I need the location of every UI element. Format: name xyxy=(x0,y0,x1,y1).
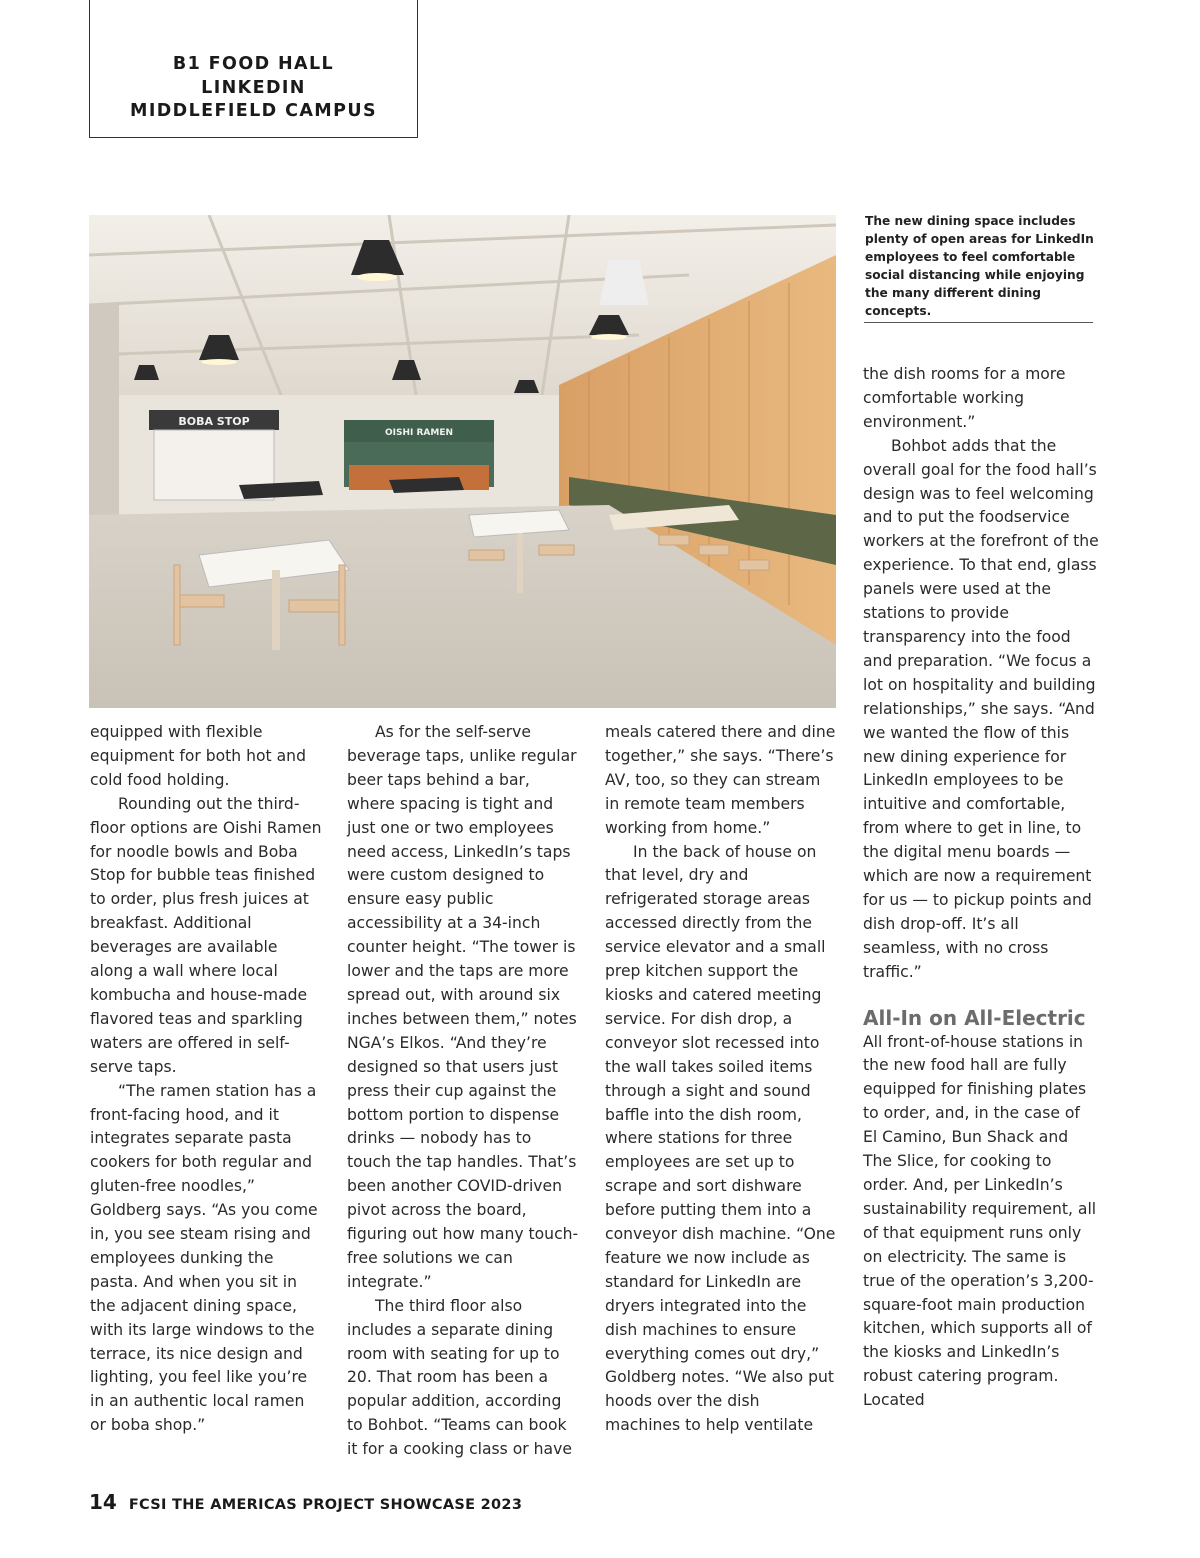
publication-title: FCSI THE AMERICAS PROJECT SHOWCASE 2023 xyxy=(128,1497,523,1513)
paragraph: equipped with flexible equipment for both hot and cold food holding. xyxy=(90,723,306,789)
section-label-box xyxy=(89,0,418,138)
article-column-3 xyxy=(605,721,837,1438)
label-line-1: B1 FOOD HALL xyxy=(172,54,335,74)
caption-divider xyxy=(864,322,1093,323)
label-line-3: MIDDLEFIELD CAMPUS xyxy=(130,101,377,121)
label-line-2: LINKEDIN xyxy=(201,77,306,98)
boba-stop-sign: BOBA STOP xyxy=(178,415,250,428)
article-column-2 xyxy=(347,721,579,1462)
page-number: 14 xyxy=(89,1490,117,1514)
paragraph: The third floor also includes a separate dining room with seating for up to 20. That room has been a popular addition, according to Bohbot. “Teams can book it for a cooking class or have xyxy=(347,1296,572,1459)
paragraph: “The ramen station has a front-facing hood, and it integrates separate pasta cookers for both regular and gluten-free noodles,” Goldberg says. “As you come in, you see steam rising and employees dunking the pasta. And when you sit in the adjacent dining space, with its large windows to the terrace, its nice design and lighting, you feel like you’re in an authentic local ramen or boba shop.” xyxy=(90,1081,318,1435)
paragraph: Bohbot adds that the overall goal for the food hall’s design was to feel welcoming and to put the foodservice workers at the forefront of the experience. To that end, glass panels were used at the stations to provide transparency into the food and preparation. “We focus a lot on hospitality and building relationships,” she says. “And we wanted the flow of this new dining experience for LinkedIn employees to be intuitive and comfortable, from where to get in line, to the digital menu boards — which are now a requirement for us — to pickup points and dish drop-off. It’s all seamless, with no cross traffic.” xyxy=(863,436,1099,981)
article-column-4 xyxy=(863,363,1099,1413)
paragraph: Rounding out the third-floor options are Oishi Ramen for noodle bowls and Boba Stop for bubble teas finished to order, plus fresh juices at breakfast. Additional beverages are available along a wall where local kombucha and house-made flavored teas and sparkling waters are offered in self-serve taps. xyxy=(90,794,322,1076)
photo-caption: The new dining space includes plenty of open areas for LinkedIn employees to feel comfortable social distancing while enjoying the many different dining concepts. xyxy=(865,214,1094,318)
paragraph: the dish rooms for a more comfortable working environment.” xyxy=(863,365,1066,431)
paragraph: meals catered there and dine together,” she says. “There’s AV, too, so they can stream in remote team members working from home.” xyxy=(605,723,836,837)
paragraph: All front-of-house stations in the new food hall are fully equipped for finishing plates to order, and, in the case of El Camino, Bun Shack and The Slice, for cooking to order. And, per LinkedIn’s sustainability requirement, all of that equipment runs only on electricity. The same is true of the operation’s 3,200-square-foot main production kitchen, which supports all of the kiosks and LinkedIn’s robust catering program. Located xyxy=(863,1032,1097,1410)
section-heading: All-In on All-Electric xyxy=(863,1005,1086,1030)
page-footer xyxy=(89,1490,522,1514)
article-column-1 xyxy=(90,721,322,1438)
paragraph: In the back of house on that level, dry and refrigerated storage areas accessed directly from the service elevator and a small prep kitchen support the kiosks and catered meeting service. For dish drop, a conveyor slot recessed into the wall takes soiled items through a sight and sound baffle into the dish room, where stations for three employees are set up to scrape and sort dishware before putting them into a conveyor dish machine. “One feature we now include as standard for LinkedIn are dryers integrated into the dish machines to ensure everything comes out dry,” Goldberg notes. “We also put hoods over the dish machines to help ventilate xyxy=(605,842,836,1435)
oishi-ramen-sign: OISHI RAMEN xyxy=(384,428,454,438)
paragraph: As for the self-serve beverage taps, unlike regular beer taps behind a bar, where spacing is tight and just one or two employees need access, LinkedIn’s taps were custom designed to ensure easy public accessibility at a 34-inch counter height. “The tower is lower and the taps are more spread out, with around six inches between them,” notes NGA’s Elkos. “And they’re designed so that users just press their cup against the bottom portion to dispense drinks — nobody has to touch the tap handles. That’s been another COVID-driven pivot across the board, figuring out how many touch-free solutions we can integrate.” xyxy=(347,723,579,1291)
food-hall-photo xyxy=(89,215,836,708)
